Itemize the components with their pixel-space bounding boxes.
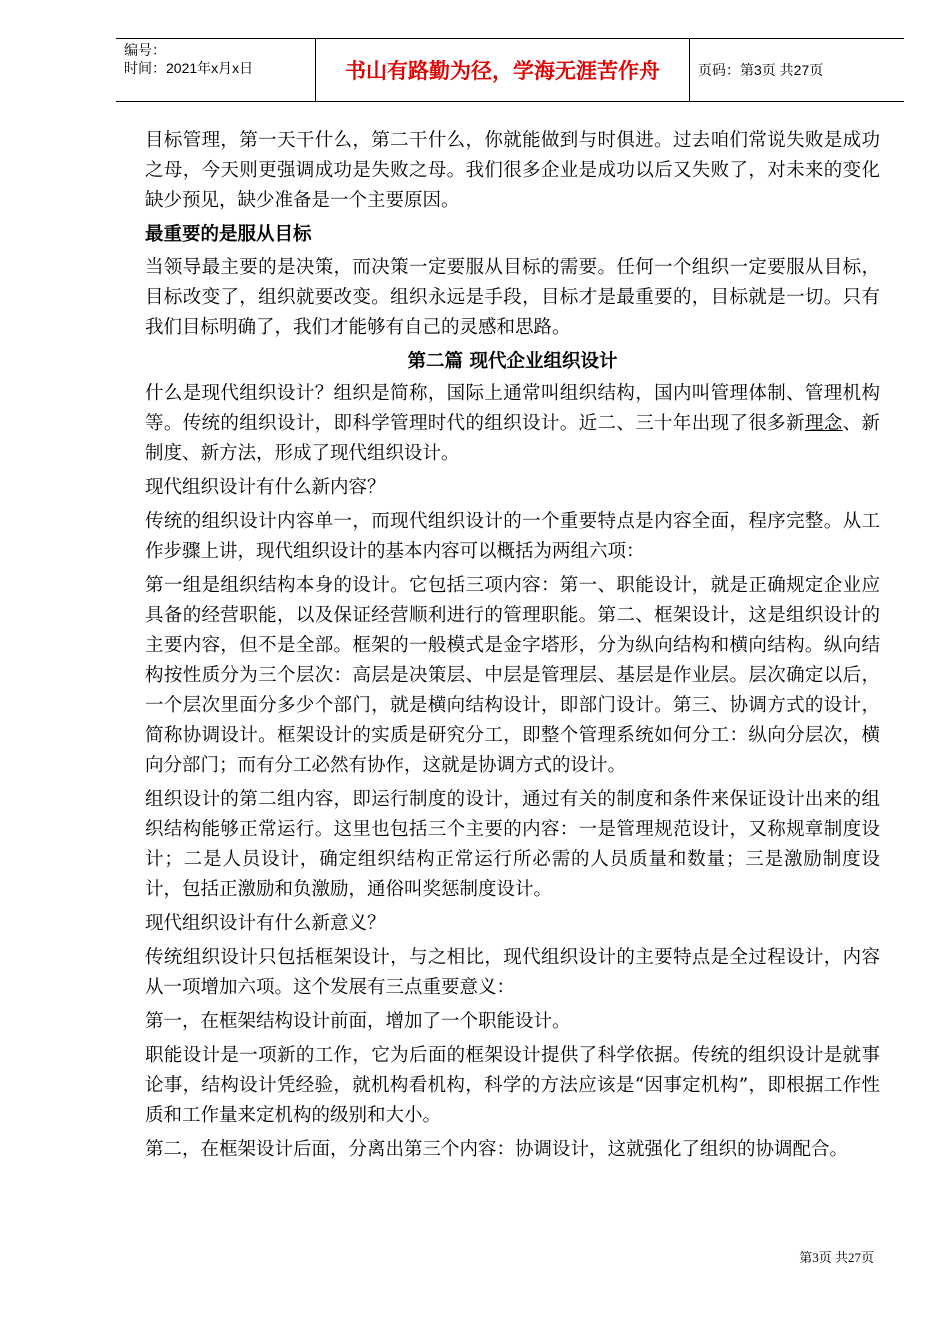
question-line: 现代组织设计有什么新意义？: [145, 913, 386, 934]
paragraph: [145, 379, 880, 469]
header-motto: 书山有路勤为径，学海无涯苦作舟: [316, 39, 690, 101]
paragraph: 职能设计是一项新的工作，它为后面的框架设计提供了科学依据。传统的组织设计是就事论事，结构设计凭经验，就机构看机构，科学的方法应该是“因事定机构”，即根据工作性质和工作量来定机构的级别和大小。: [145, 1045, 880, 1126]
subheading: 最重要的是服从目标: [145, 224, 312, 245]
header-meta-cell: [116, 39, 316, 101]
underlined-link[interactable]: 理念: [804, 413, 843, 434]
paragraph: 第二，在框架设计后面，分离出第三个内容：协调设计，这就强化了组织的协调配合。: [145, 1139, 849, 1160]
document-date-label: 时间：2021年x月x日: [124, 60, 254, 76]
page-footer: 第3页 共27页: [799, 1250, 874, 1265]
document-body: [145, 126, 880, 1169]
text-span: 、新制度、新方法，形成了现代组织设计。: [145, 413, 880, 464]
document-number-label: 编号：: [124, 42, 166, 58]
paragraph: 第一，在框架结构设计前面，增加了一个职能设计。: [145, 1011, 571, 1032]
question-line: 现代组织设计有什么新内容？: [145, 477, 386, 498]
paragraph: 当领导最主要的是决策，而决策一定要服从目标的需要。任何一个组织一定要服从目标，目标改变了，组织就要改变。组织永远是手段，目标才是最重要的，目标就是一切。只有我们目标明确了，我们才能够有自己的灵感和思路。: [145, 257, 880, 338]
paragraph: 组织设计的第二组内容，即运行制度的设计，通过有关的制度和条件来保证设计出来的组织结构能够正常运行。这里也包括三个主要的内容：一是管理规范设计，又称规章制度设计；二是人员设计，确定组织结构正常运行所必需的人员质量和数量；三是激励制度设计，包括正激励和负激励，通俗叫奖惩制度设计。: [145, 789, 880, 900]
header-page-number: 页码：第3页 共27页: [698, 62, 824, 78]
paragraph: 传统的组织设计内容单一，而现代组织设计的一个重要特点是内容全面，程序完整。从工作步骤上讲，现代组织设计的基本内容可以概括为两组六项：: [145, 511, 880, 562]
paragraph: 目标管理，第一天干什么，第二干什么，你就能做到与时俱进。过去咱们常说失败是成功之母，今天则更强调成功是失败之母。我们很多企业是成功以后又失败了，对未来的变化缺少预见，缺少准备是一个主要原因。: [145, 130, 880, 211]
paragraph: 第一组是组织结构本身的设计。它包括三项内容：第一、职能设计，就是正确规定企业应具备的经营职能，以及保证经营顺利进行的管理职能。第二、框架设计，这是组织设计的主要内容，但不是全部。框架的一般模式是金字塔形，分为纵向结构和横向结构。纵向结构按性质分为三个层次：高层是决策层、中层是管理层、基层是作业层。层次确定以后，一个层次里面分多少个部门，就是横向结构设计，即部门设计。第三、协调方式的设计，简称协调设计。框架设计的实质是研究分工，即整个管理系统如何分工：纵向分层次，横向分部门；而有分工必然有协作，这就是协调方式的设计。: [145, 575, 880, 776]
page-header: [116, 38, 904, 102]
paragraph: 传统组织设计只包括框架设计，与之相比，现代组织设计的主要特点是全过程设计，内容从一项增加六项。这个发展有三点重要意义：: [145, 947, 880, 998]
text-span: 什么是现代组织设计？组织是简称，国际上通常叫组织结构，国内叫管理体制、管理机构等。传统的组织设计，即科学管理时代的组织设计。近二、三十年出现了很多新: [145, 383, 880, 434]
section-title: 第二篇 现代企业组织设计: [407, 351, 618, 372]
